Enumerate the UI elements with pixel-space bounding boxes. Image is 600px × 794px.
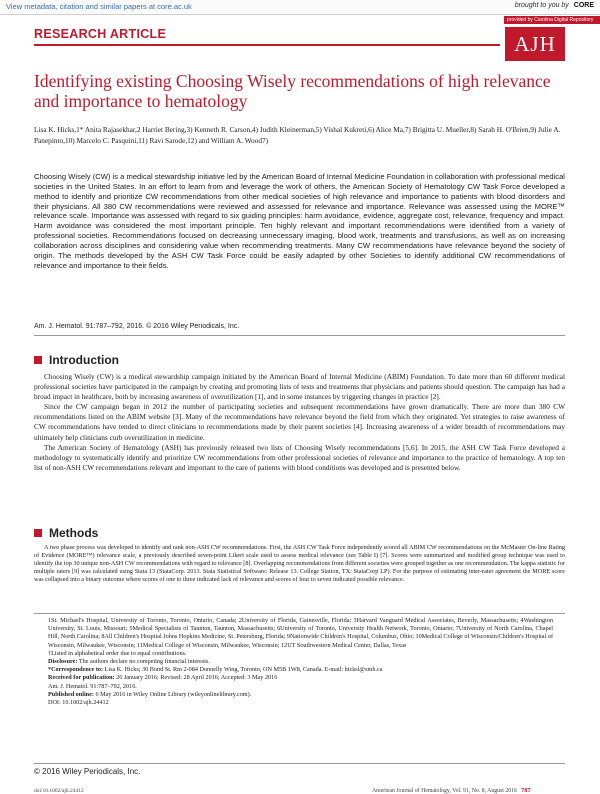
disclosure-note bbox=[48, 658, 553, 666]
equal-contribution-note: †Listed in alphabetical order due to equal contributions. bbox=[48, 649, 187, 657]
copyright: © 2016 Wiley Periodicals, Inc. bbox=[34, 767, 141, 776]
header-rule bbox=[34, 44, 500, 46]
footnote-divider bbox=[34, 613, 565, 614]
provided-by-banner: provided by Carolina Digital Repository bbox=[504, 16, 600, 24]
section-square-icon bbox=[34, 529, 42, 537]
brought-to-you-label: brought to you by bbox=[514, 2, 569, 9]
received-label: Received for publication: bbox=[48, 674, 115, 682]
correspondence-label: *Correspondence to: bbox=[48, 666, 104, 674]
affiliations: 1St. Michael's Hospital, University of Toronto, Toronto, Ontario, Canada; 2University of Florida, Gainesville, Florida; 3Harvard Vanguard Medical Associates, Beverly, Massachusetts; 4Washington University, St. Louis, Missouri; 5Medical Specialists of Taunton, Taunton, Massachusetts; 6University of Toronto, University Health Network, Toronto, Ontario; 7University of North Carolina, Chapel Hill, North Carolina; 8All Children's Hospital Johns Hopkins Medicine, St. Petersburg, Florida; 9Nationwide Children's Hospital, Columbus, Ohio; 10Medical College of Wisconsin/Children's Hospital of Wisconsin, Milwaukee, Wisconsin; 11Medical College of Wisconsin, Milwaukee, Wisconsin; 12UT Southwestern Medical Center, Dallas, Texas bbox=[48, 617, 553, 649]
methods-body: A two phase process was developed to identify and rank non-ASH CW recommendations. First, the ASH CW Task Force independently scored all ABIM CW recommendations on the McMaster On-line Rating of Evidence (MORE™) relevance scale, a previously described seven-point Likert scale used to assess medical relevance (see Table I) [7]. Scores were summarized and modified group technique was used to identify the top 30 unique non-ASH CW recommendations with regard to relevance [8]. Overlapping recommendations from different societies were grouped together as one recommendation. The kappa statistic for multiple raters [9] was calculated using Stata 13 (StataCorp. 2013. Stata Statistical Software: Release 13. College Station, TX: StataCorp LP). For the purpose of estimating inter-rater agreement the MORE score was collapsed into a binary outcome where scores of one to three indicated lack of relevance and scores of four to seven indicated possible relevance. bbox=[34, 544, 565, 584]
methods-heading-label: Methods bbox=[49, 526, 99, 540]
intro-paragraph: The American Society of Hematology (ASH) has previously released two lists of Choosing Wisely recommendations [5,6]. In 2015, the ASH CW Task Force developed a methodology to systematically identify and prioritize CW recommendations from other professional societies of relevance and importance to the practice of hematology. A top ten list of non-ASH CW recommendations relevant and important to the care of patients with blood conditions was developed and is presented below. bbox=[34, 442, 565, 472]
introduction-heading bbox=[34, 353, 119, 367]
abstract: Choosing Wisely (CW) is a medical stewardship initiative led by the American Board of Internal Medicine Foundation in collaboration with professional medical societies in the United States. In an effort to learn from and leverage the work of others, the American Society of Hematology CW Task Force developed a method to identify and prioritize CW recommendations from other medical societies of high relevance and importance to patients with blood disorders and their physicians. All 380 CW recommendations were reviewed and assessed for relevance and importance. Relevance was assessed using the MORE™ relevance scale. Importance was assessed with regard to six guiding principles: harm avoidance, evidence, aggregate cost, relevance, frequency and impact. Harm avoidance was considered the most important principle. Ten highly relevant and important recommendations were identified from a variety of professional societies. Recommendations focused on decreasing unnecessary imaging, blood work, treatments and transfusions, as well as on increasing collaboration across disciplines and considering value when recommending treatments. Many CW recommendations have relevance beyond the society of origin. The methods developed by the ASH CW Task Force could be easily adapted by other Societies to identify additional CW recommendations of relevance and importance to their fields. bbox=[34, 172, 565, 270]
top-banner bbox=[0, 0, 600, 15]
journal-logo: AJH bbox=[505, 27, 565, 61]
footnotes bbox=[48, 617, 553, 707]
article-title: Identifying existing Choosing Wisely recommendations of high relevance and importance to hematology bbox=[34, 71, 551, 111]
published-note bbox=[48, 691, 553, 699]
footer-journal-info bbox=[372, 787, 531, 794]
metadata-link[interactable]: View metadata, citation and similar papers at core.ac.uk bbox=[6, 2, 192, 11]
brought-to-you bbox=[515, 2, 594, 9]
introduction-body bbox=[34, 372, 565, 473]
journal-reference: Am. J. Hematol. 91:787–792, 2016. bbox=[48, 682, 137, 690]
footer-divider bbox=[34, 763, 565, 764]
intro-paragraph: Choosing Wisely (CW) is a medical stewardship campaign initiated by the American Board of Internal Medicine (ABIM) Foundation. To date more than 60 different medical professional societies have participated in the campaign by creating and promoting lists of tests and treatments that physicians and patients should question. The campaign has had a broad impact in healthcare, both by increasing awareness of overutilization [1], and in some instances by triggering changes in practice [2]. bbox=[34, 372, 565, 402]
author-list: Lisa K. Hicks,1* Anita Rajasekhar,2 Harriet Bering,3) Kenneth R. Carson,4) Judith Kleinerman,5) Vishal Kukreti,6) Alice Ma,7) Brigitta U. Mueller,8) Sarah H. O'Brien,9) Julie A. Panepinto,10) Marcelo C. Pasquini,11) Ravi Sarode,12) and William A. Wood7) bbox=[34, 125, 561, 145]
methods-heading bbox=[34, 526, 98, 540]
intro-paragraph: Since the CW campaign began in 2012 the number of participating societies and subsequent recommendations have grown dramatically. There are more than 380 CW recommendations listed on the ABIM website [3]. Many of the recommendations have relevance beyond the field from which they originated. Yet strategies to raise awareness of CW recommendations have tended to direct clinicians to recommendations made by their parent societies [4]. Increasing awareness of a wider breadth of recommendations may ultimately help clinicians curb overutilization in medicine. bbox=[34, 402, 565, 442]
journal-info-text: American Journal of Hematology, Vol. 91, No. 8, August 2016 bbox=[372, 788, 517, 794]
footer-doi: doi:10.1002/ajh.24412 bbox=[34, 788, 84, 794]
published-label: Published online: bbox=[48, 690, 94, 698]
doi-note[interactable]: DOI: 10.1002/ajh.24412 bbox=[48, 699, 109, 707]
correspondence-note bbox=[48, 666, 553, 674]
disclosure-text: The authors declare no competing financial interests. bbox=[78, 658, 210, 666]
introduction-heading-label: Introduction bbox=[49, 353, 119, 367]
published-text: 6 May 2016 in Wiley Online Library (wileyonlinelibrary.com). bbox=[95, 690, 252, 698]
citation-line: Am. J. Hematol. 91:787–792, 2016. © 2016 Wiley Periodicals, Inc. bbox=[34, 323, 240, 330]
received-text: 26 January 2016; Revised: 28 April 2016; Accepted: 3 May 2016 bbox=[116, 674, 278, 682]
abstract-divider bbox=[34, 335, 565, 336]
section-square-icon bbox=[34, 356, 42, 364]
page-number: 787 bbox=[520, 787, 531, 794]
section-label: RESEARCH ARTICLE bbox=[34, 27, 167, 41]
received-note bbox=[48, 674, 553, 682]
core-logo[interactable]: CORE bbox=[573, 2, 594, 9]
correspondence-text: Lisa K. Hicks; 30 Bond St. Rm 2-084 Donnelly Wing, Toronto, ON M5B 1W8, Canada. E-mail: hicksl@smh.ca bbox=[104, 666, 383, 674]
disclosure-label: Disclosure: bbox=[48, 658, 78, 666]
